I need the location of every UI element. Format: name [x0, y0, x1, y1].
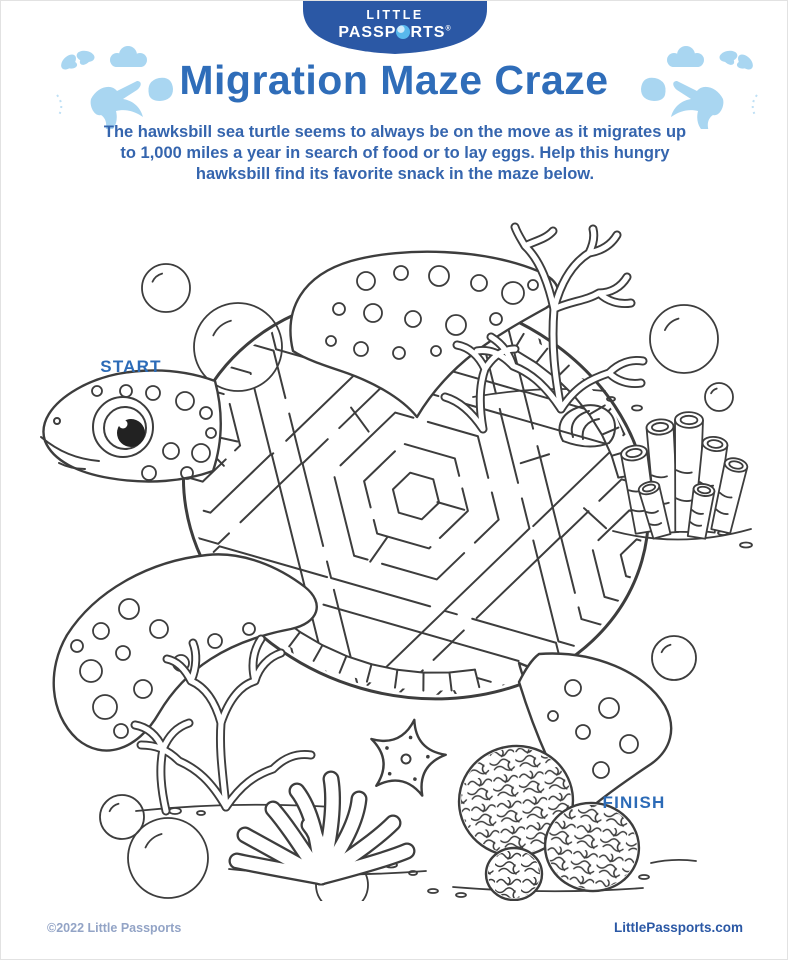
website-link[interactable]: LittlePassports.com [613, 920, 743, 935]
start-label: START [100, 357, 162, 376]
front-flipper [290, 252, 558, 417]
logo-line1: LITTLE [366, 8, 424, 22]
starfish [362, 712, 451, 799]
copyright-text: ©2022 Little Passports [47, 921, 182, 935]
leafy-coral [237, 779, 407, 877]
logo-line2: PASSP RTS® [338, 24, 452, 41]
little-passports-logo [303, 1, 487, 55]
finish-label: FINISH [602, 793, 666, 812]
brain-sponge [486, 848, 542, 900]
turtle-head [41, 371, 221, 482]
tube-sponge-coral [620, 412, 749, 539]
intro-text: The hawksbill sea turtle seems to always be on the move as it migrates up to 1,000 miles a year in search of food or to lay eggs. Help this hungry hawksbill find its favorite snack in the maze below. [103, 123, 687, 184]
page-title: Migration Maze Craze [179, 57, 609, 103]
globe-icon [396, 25, 410, 39]
